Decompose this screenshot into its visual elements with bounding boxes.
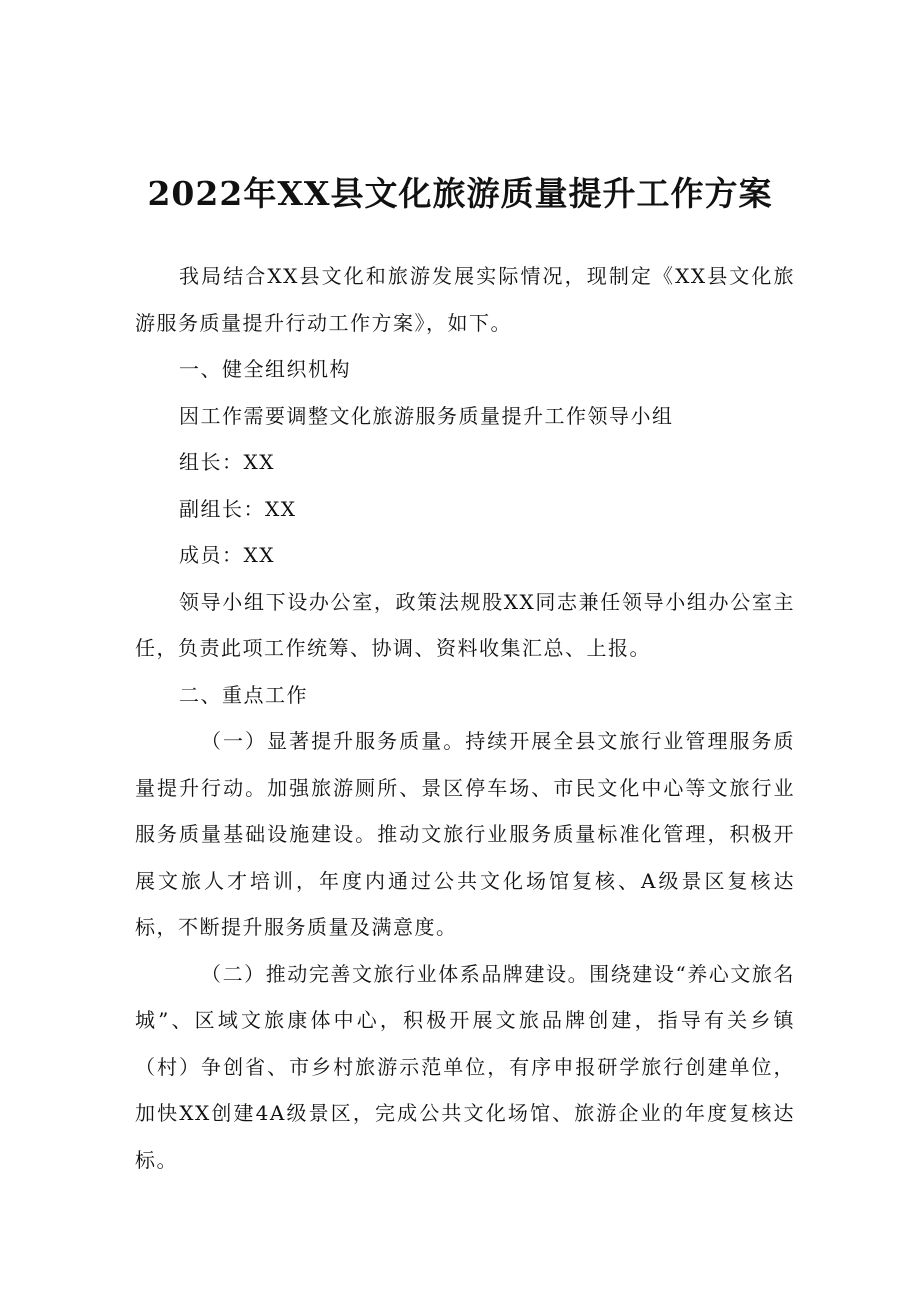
section-heading-organization: 一、健全组织机构 xyxy=(179,357,351,381)
leader-line: 组长：XX xyxy=(179,450,275,474)
intro-paragraph: 我局结合XX县文化和旅游发展实际情况，现制定《XX县文化旅游服务质量提升行动工作方案》，如下。 xyxy=(135,264,795,335)
document-title: 2022年XX县文化旅游质量提升工作方案 xyxy=(147,174,773,213)
body-paragraph: 领导小组下设办公室，政策法规股XX同志兼任领导小组办公室主任，负责此项工作统筹、协调、资料收集汇总、上报。 xyxy=(135,589,795,660)
deputy-leader-line: 副组长：XX xyxy=(179,496,297,521)
subsection-paragraph-1: （一）显著提升服务质量。持续开展全县文旅行业管理服务质量提升行动。加强旅游厕所、景区停车场、市民文化中心等文旅行业服务质量基础设施建设。推动文旅行业服务质量标准化管理，积极开展文旅人才培训，年度内通过公共文化场馆复核、A级景区复核达标，不断提升服务质量及满意度。 xyxy=(135,729,795,939)
document-body xyxy=(135,253,795,1183)
section-heading-key-work: 二、重点工作 xyxy=(179,682,308,707)
body-paragraph: 因工作需要调整文化旅游服务质量提升工作领导小组 xyxy=(179,403,674,428)
subsection-paragraph-2: （二）推动完善文旅行业体系品牌建设。围绕建设“养心文旅名城”、区域文旅康体中心，积极开展文旅品牌创建，指导有关乡镇（村）争创省、市乡村旅游示范单位，有序申报研学旅行创建单位，加快XX创建4A级景区，完成公共文化场馆、旅游企业的年度复核达标。 xyxy=(135,961,795,1172)
members-line: 成员：XX xyxy=(179,543,275,567)
